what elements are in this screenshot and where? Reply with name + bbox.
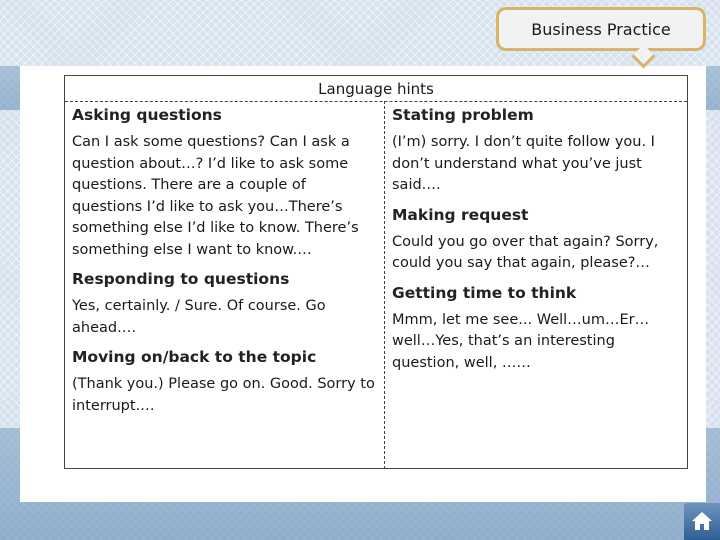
business-practice-tab bbox=[496, 7, 706, 51]
right-column bbox=[392, 104, 684, 381]
section-heading-asking-questions: Asking questions bbox=[72, 106, 222, 124]
section-text-getting-time: Mmm, let me see... Well…um…Er…well…Yes, that’s an interesting question, well, …… bbox=[392, 311, 650, 371]
home-button[interactable] bbox=[684, 503, 720, 540]
section-heading-getting-time: Getting time to think bbox=[392, 283, 577, 302]
section-heading-making-request: Making request bbox=[392, 205, 529, 224]
section-heading-moving-on: Moving on/back to the topic bbox=[72, 348, 317, 366]
section-heading-stating-problem: Stating problem bbox=[392, 106, 534, 124]
section-text-stating-problem: (I’m) sorry. I don’t quite follow you. I don’t understand what you’ve just said.… bbox=[392, 134, 655, 193]
section-text-asking-questions: Can I ask some questions? Can I ask a question about…? I’d like to ask some questions. There are a couple of questions I’d like to ask you…There’s something else I’d like to know. There’s something else I want to know.… bbox=[72, 134, 359, 258]
tab-label-text: Business Practice bbox=[531, 19, 671, 39]
section-heading-responding: Responding to questions bbox=[72, 270, 290, 288]
left-column bbox=[72, 104, 380, 424]
section-text-making-request: Could you go over that again? Sorry, could you say that again, please?… bbox=[392, 233, 659, 271]
table-title: Language hints bbox=[318, 80, 434, 98]
language-hints-table bbox=[64, 75, 688, 469]
title-divider bbox=[65, 101, 687, 102]
column-divider bbox=[384, 101, 385, 469]
section-text-moving-on: (Thank you.) Please go on. Good. Sorry to interrupt.… bbox=[72, 376, 375, 414]
home-icon bbox=[690, 509, 714, 533]
section-text-responding: Yes, certainly. / Sure. Of course. Go ahead.… bbox=[72, 298, 326, 336]
